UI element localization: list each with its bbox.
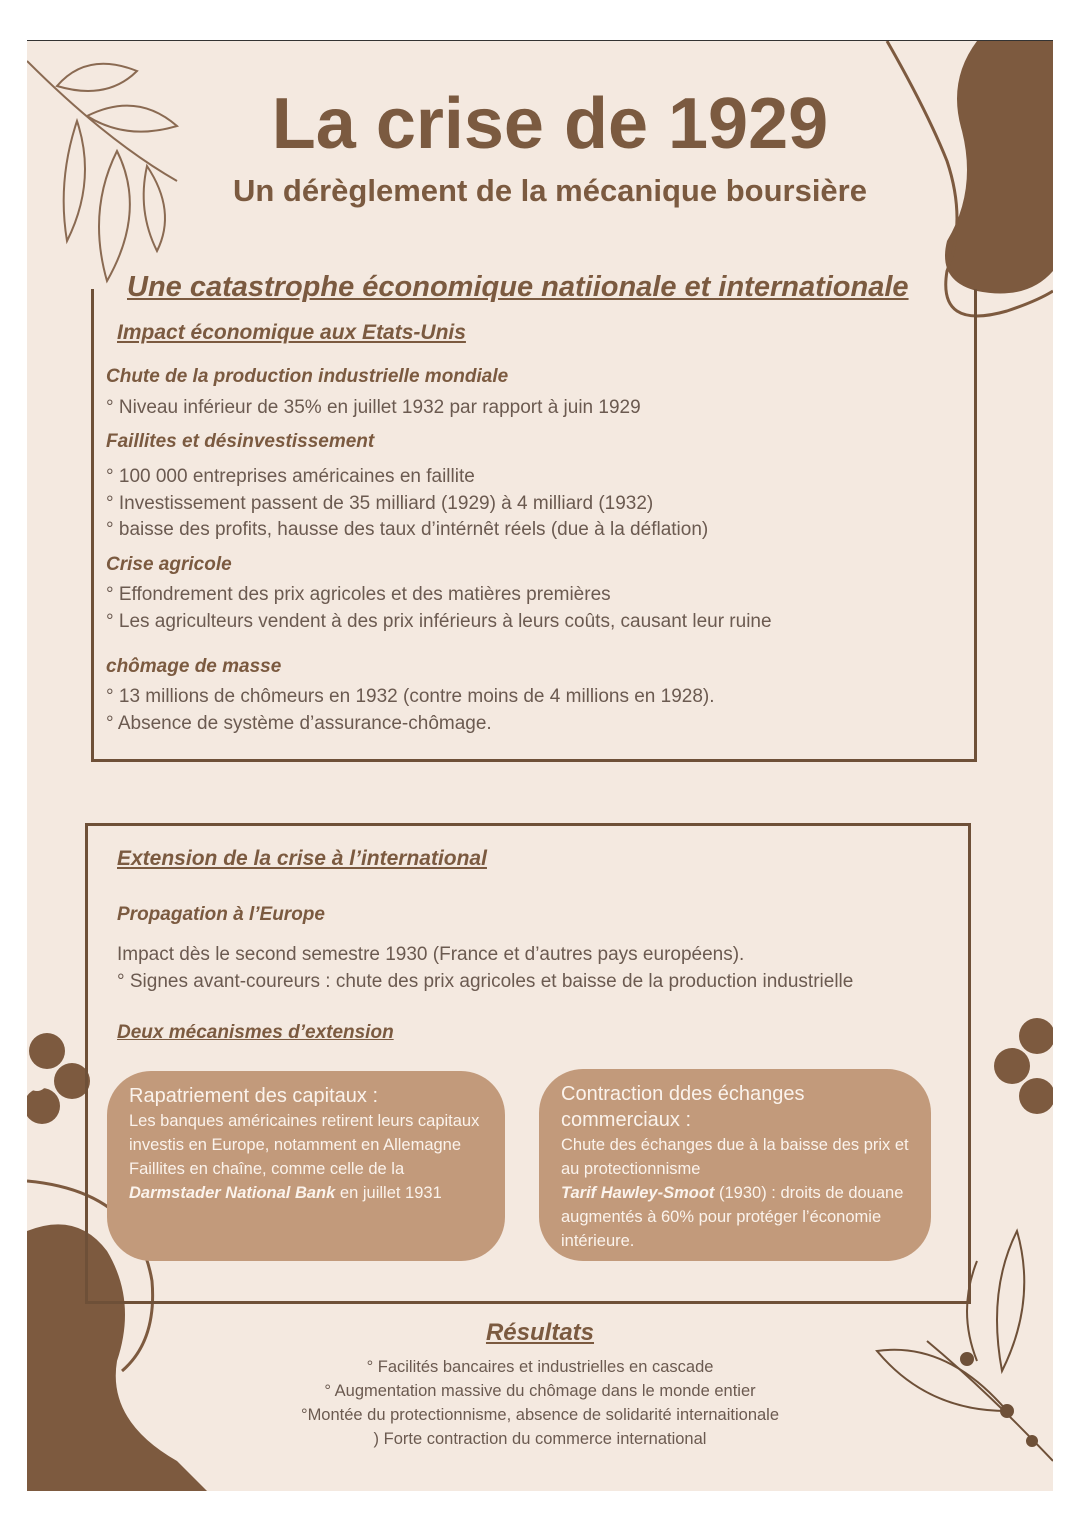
bubble-text <box>129 1157 483 1205</box>
results-line: ° Facilités bancaires et industrielles en cascade <box>366 1358 714 1376</box>
block-title: Chute de la production industrielle mondiale <box>106 366 509 387</box>
results-heading: Résultats <box>485 1319 595 1346</box>
section1-subheading: Impact économique aux Etats-Unis <box>117 321 466 344</box>
section1-heading: Une catastrophe économique natiionale et internationale <box>127 271 909 303</box>
block-title: Faillites et désinvestissement <box>106 431 375 452</box>
flower-right-icon <box>994 1018 1053 1114</box>
block-line: ° Les agriculteurs vendent à des prix inférieurs à leurs coûts, causant leur ruine <box>106 611 772 632</box>
document-page <box>27 40 1053 1491</box>
block-line: ° 100 000 entreprises américaines en faillite <box>106 466 475 487</box>
bubble-text-part: en juillet 1931 <box>335 1184 442 1202</box>
bubble-text-part: (1930) : droits de douane augmentés à 60% pour protéger l’économie intérieure. <box>561 1184 904 1250</box>
block-line: ° 13 millions de chômeurs en 1932 (contre moins de 4 millions en 1928). <box>106 686 715 707</box>
mechanisms-title: Deux mécanismes d’extension <box>117 1022 394 1043</box>
blob-top-right-icon <box>945 41 1053 294</box>
section2-heading: Extension de la crise à l’international <box>117 847 487 870</box>
bubble-trade-contraction <box>539 1069 931 1261</box>
block-line: ° Investissement passent de 35 milliard (1929) à 4 milliard (1932) <box>106 493 654 514</box>
block-title: chômage de masse <box>106 656 282 677</box>
bubble-text: Les banques américaines retirent leurs capitaux investis en Europe, notamment en Allemagne <box>129 1112 480 1154</box>
bubble-text-part: Faillites en chaîne, comme celle de la <box>129 1160 405 1178</box>
block-line: ° baisse des profits, hausse des taux d’intérnêt réels (due à la déflation) <box>106 519 709 540</box>
results-line: ° Augmentation massive du chômage dans le monde entier <box>324 1382 756 1400</box>
results-line: °Montée du protectionnisme, absence de solidarité internaitionale <box>300 1406 780 1424</box>
bubble-title: Contraction ddes échanges commerciaux : <box>561 1083 805 1131</box>
flower-left-icon <box>27 1033 90 1124</box>
bank-name: Darmstader National Bank <box>129 1184 336 1202</box>
bubble-text: Chute des échanges due à la baisse des prix et au protectionnisme <box>561 1136 909 1178</box>
propagation-line: ° Signes avant-coureurs : chute des prix agricoles et baisse de la production industrielle <box>117 971 854 992</box>
results-line: ) Forte contraction du commerce international <box>373 1430 707 1448</box>
propagation-title: Propagation à l’Europe <box>117 904 325 925</box>
page-subtitle: Un dérèglement de la mécanique boursière <box>233 173 867 208</box>
bubble-capital-repatriation <box>107 1071 505 1261</box>
tariff-name: Tarif Hawley-Smoot <box>561 1184 715 1202</box>
block-line: ° Absence de système d’assurance-chômage. <box>106 713 492 734</box>
block-line: ° Effondrement des prix agricoles et des matières premières <box>106 584 611 605</box>
bubble-title: Rapatriement des capitaux : <box>129 1085 379 1107</box>
block-title: Crise agricole <box>106 554 232 575</box>
page-title: La crise de 1929 <box>271 84 829 164</box>
propagation-line: Impact dès le second semestre 1930 (France et d’autres pays européens). <box>117 944 745 965</box>
bubble-text <box>561 1181 909 1253</box>
block-line: ° Niveau inférieur de 35% en juillet 1932 par rapport à juin 1929 <box>106 397 641 418</box>
